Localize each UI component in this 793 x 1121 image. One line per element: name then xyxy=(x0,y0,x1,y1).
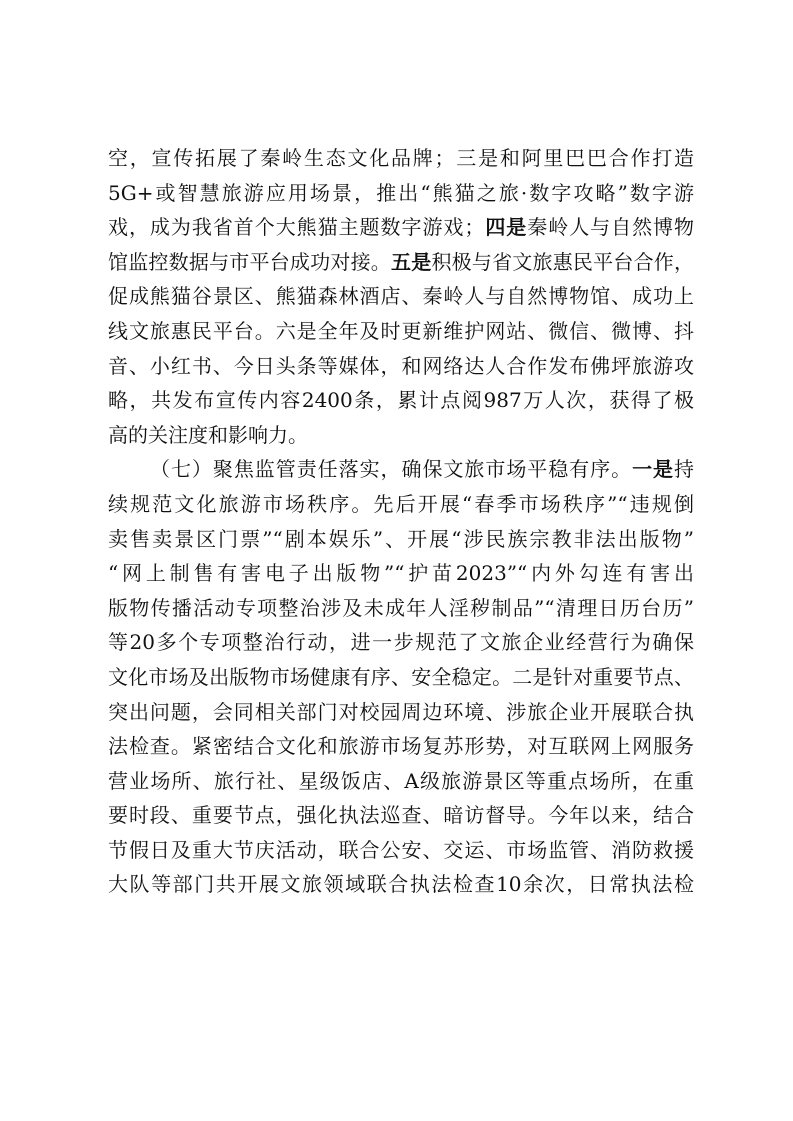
text-line xyxy=(108,833,694,868)
text-run: 略，共发布宣传内容2400条，累计点阅987万人次，获得了极 xyxy=(108,388,694,413)
text-run: 5G+或智慧旅游应用场景，推出“熊猫之旅·数字攻略”数字游 xyxy=(108,180,694,205)
text-line xyxy=(108,314,694,349)
paragraph-last-line xyxy=(108,418,694,453)
text-line xyxy=(108,141,694,176)
text-run: 突出问题，会同相关部门对校园周边环境、涉旅企业开展联合执 xyxy=(108,699,694,724)
text-line xyxy=(108,383,694,418)
text-run: 文化市场及出版物市场健康有序、安全稳定。二是针对重要节点、 xyxy=(108,664,694,689)
text-line xyxy=(108,625,694,660)
text-line xyxy=(108,867,694,902)
text-line xyxy=(108,660,694,695)
section-heading-line xyxy=(108,452,694,487)
text-run: 等20多个专项整治行动，进一步规范了文旅企业经营行为确保 xyxy=(108,630,694,655)
text-run: 续规范文化旅游市场秩序。先后开展“春季市场秩序”“违规倒 xyxy=(108,491,694,516)
text-run: 音、小红书、今日头条等媒体，和网络达人合作发布佛坪旅游攻 xyxy=(108,353,694,378)
bold-ordinal: 一是 xyxy=(632,457,675,482)
text-run: “网上制售有害电子出版物”“护苗2023”“内外勾连有害出 xyxy=(108,561,694,586)
text-run: 馆监控数据与市平台成功对接。 xyxy=(108,249,391,274)
text-line xyxy=(108,245,694,280)
text-line xyxy=(108,591,694,626)
text-run: 线文旅惠民平台。六是全年及时更新维护网站、微信、微博、抖 xyxy=(108,318,694,343)
text-line xyxy=(108,176,694,211)
text-line xyxy=(108,522,694,557)
text-line xyxy=(108,695,694,730)
text-run: 促成熊猫谷景区、熊猫森林酒店、秦岭人与自然博物馆、成功上 xyxy=(108,284,694,309)
text-run: 秦岭人与自然博物 xyxy=(527,215,694,240)
text-run: 高的关注度和影响力。 xyxy=(108,422,308,447)
bold-ordinal: 五是 xyxy=(391,249,432,274)
section-heading: （七）聚焦监管责任落实，确保文旅市场平稳有序。 xyxy=(150,457,633,482)
text-run: 法检查。紧密结合文化和旅游市场复苏形势，对互联网上网服务 xyxy=(108,734,694,759)
text-run: 持 xyxy=(674,457,694,482)
text-line xyxy=(108,764,694,799)
text-run: 大队等部门共开展文旅领域联合执法检查10余次，日常执法检 xyxy=(108,872,694,897)
text-run: 版物传播活动专项整治涉及未成年人淫秽制品”“清理日历台历” xyxy=(108,595,694,620)
text-run: 要时段、重要节点，强化执法巡查、暗访督导。今年以来，结合 xyxy=(108,803,694,828)
text-line xyxy=(108,487,694,522)
document-body xyxy=(108,141,694,902)
text-line xyxy=(108,349,694,384)
text-run: 空，宣传拓展了秦岭生态文化品牌；三是和阿里巴巴合作打造 xyxy=(108,146,694,170)
text-run: 营业场所、旅行社、星级饭店、A级旅游景区等重点场所，在重 xyxy=(108,768,694,793)
text-run: 戏，成为我省首个大熊猫主题数字游戏； xyxy=(108,215,485,240)
text-line xyxy=(108,556,694,591)
text-line xyxy=(108,729,694,764)
text-run: 节假日及重大节庆活动，联合公安、交运、市场监管、消防救援 xyxy=(108,837,694,862)
bold-ordinal: 四是 xyxy=(484,215,528,240)
text-run: 积极与省文旅惠民平台合作， xyxy=(431,249,694,274)
text-line xyxy=(108,210,694,245)
text-line xyxy=(108,279,694,314)
text-line xyxy=(108,798,694,833)
text-run: 卖售卖景区门票”“剧本娱乐”、开展“涉民族宗教非法出版物” xyxy=(108,526,694,551)
